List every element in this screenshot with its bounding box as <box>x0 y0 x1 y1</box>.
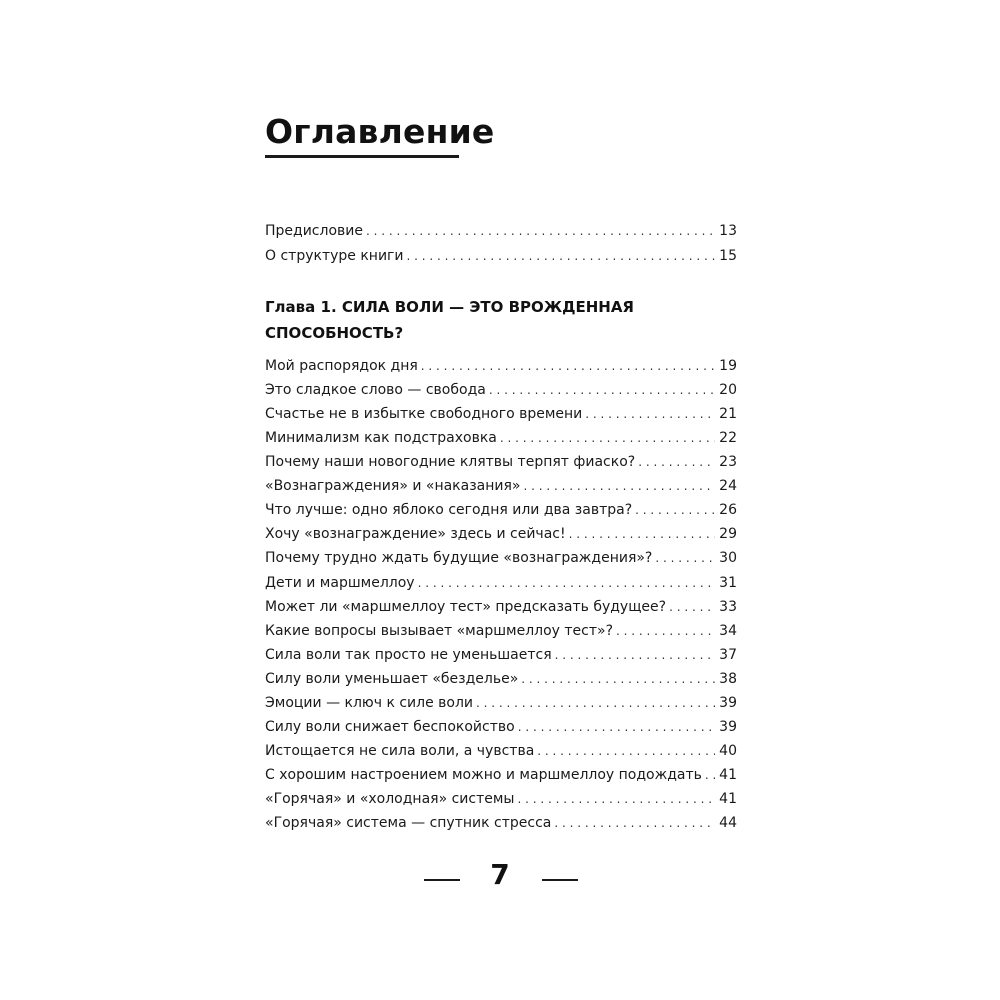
toc-entry-page: 31 <box>719 574 737 591</box>
toc-entry-title: С хорошим настроением можно и маршмеллоу подождать <box>265 766 702 783</box>
toc-entry-page: 29 <box>719 526 737 543</box>
dot-leader <box>523 474 715 498</box>
dot-leader <box>638 450 715 474</box>
toc-entry-page: 13 <box>719 223 737 239</box>
toc-entry[interactable] <box>265 691 737 715</box>
dot-leader <box>518 715 715 739</box>
dot-leader <box>585 402 715 426</box>
toc-entry-title: Силу воли снижает беспокойство <box>265 718 515 735</box>
toc-entry-page: 39 <box>719 718 737 735</box>
toc-entry-page: 20 <box>719 382 737 399</box>
toc-entry[interactable] <box>265 546 737 570</box>
dot-leader <box>366 219 715 243</box>
dot-leader <box>705 763 715 787</box>
toc-entry-page: 15 <box>719 248 737 264</box>
toc-entry-page: 24 <box>719 478 737 495</box>
toc-entry[interactable] <box>265 643 737 667</box>
toc-entry-structure[interactable] <box>265 244 737 268</box>
toc-entry[interactable] <box>265 378 737 402</box>
dot-leader <box>407 244 716 268</box>
toc-entry-title: «Горячая» и «холодная» системы <box>265 790 515 807</box>
toc-entry-title: Хочу «вознаграждение» здесь и сейчас! <box>265 526 566 543</box>
toc-entry-title: Силу воли уменьшает «безделье» <box>265 670 519 687</box>
toc-entry-page: 41 <box>719 766 737 783</box>
dot-leader <box>476 691 715 715</box>
toc-entry[interactable] <box>265 619 737 643</box>
toc-entry-page: 44 <box>719 815 737 831</box>
toc-entry[interactable] <box>265 667 737 691</box>
toc-entry-title: Эмоции — ключ к силе воли <box>265 694 474 711</box>
toc-entry-title: Почему наши новогодние клятвы терпят фиаско? <box>265 454 636 471</box>
toc-entry[interactable] <box>265 354 737 378</box>
dot-leader <box>521 667 715 691</box>
toc-entry-page: 26 <box>719 502 737 519</box>
toc-entry-page: 19 <box>719 358 737 374</box>
toc-entry-page: 37 <box>719 646 737 663</box>
toc-entry-page: 40 <box>719 742 737 759</box>
toc-entry-title: О структуре книги <box>265 248 404 264</box>
toc-entry-page: 33 <box>719 598 737 615</box>
dot-leader <box>569 522 716 546</box>
toc-entry[interactable] <box>265 787 737 811</box>
toc-entry[interactable] <box>265 811 737 835</box>
toc-entry[interactable] <box>265 595 737 619</box>
toc-entry-title: Сила воли так просто не уменьшается <box>265 646 552 663</box>
toc-entry[interactable] <box>265 474 737 498</box>
dot-leader <box>655 546 715 570</box>
page-number: 7 <box>490 858 510 891</box>
dot-leader <box>555 643 716 667</box>
toc-entry-title: Минимализм как подстраховка <box>265 430 497 447</box>
toc-entry-page: 22 <box>719 430 737 447</box>
toc-entry[interactable] <box>265 763 737 787</box>
toc-entry-title: Какие вопросы вызывает «маршмеллоу тест»? <box>265 622 614 639</box>
dot-leader <box>517 787 715 811</box>
dot-leader <box>489 378 715 402</box>
toc-entry-page: 38 <box>719 670 737 687</box>
dot-leader <box>616 619 715 643</box>
toc-heading: Оглавление <box>265 112 495 151</box>
toc-entry-title: Истощается не сила воли, а чувства <box>265 742 535 759</box>
toc-entry[interactable] <box>265 498 737 522</box>
toc-entry[interactable] <box>265 426 737 450</box>
heading-underline <box>265 155 459 158</box>
toc-entry[interactable] <box>265 402 737 426</box>
toc-entry[interactable] <box>265 571 737 595</box>
toc-entry-title: Дети и маршмеллоу <box>265 574 415 591</box>
toc-entry-title: Это сладкое слово — свобода <box>265 382 486 399</box>
toc-entry-title: Мой распорядок дня <box>265 358 418 374</box>
toc-entry-page: 23 <box>719 454 737 471</box>
dot-leader <box>669 595 715 619</box>
dot-leader <box>500 426 715 450</box>
toc-entry[interactable] <box>265 522 737 546</box>
toc-entry[interactable] <box>265 450 737 474</box>
chapter-heading[interactable]: Глава 1. СИЛА ВОЛИ — ЭТО ВРОЖДЕННАЯ СПОСОБНОСТЬ? <box>265 298 634 342</box>
toc-entry-title: Счастье не в избытке свободного времени <box>265 406 583 423</box>
toc-entry-title: Может ли «маршмеллоу тест» предсказать будущее? <box>265 598 667 615</box>
toc-entry-title: Что лучше: одно яблоко сегодня или два завтра? <box>265 502 633 519</box>
dot-leader <box>418 571 716 595</box>
toc-entry[interactable] <box>265 739 737 763</box>
toc-entry[interactable] <box>265 715 737 739</box>
toc-entry-page: 21 <box>719 406 737 423</box>
footer-rule-left <box>424 879 460 881</box>
toc-entry-title: Предисловие <box>265 223 363 239</box>
dot-leader <box>554 811 715 835</box>
toc-entry-page: 34 <box>719 622 737 639</box>
dot-leader <box>537 739 715 763</box>
footer-rule-right <box>542 879 578 881</box>
toc-entry-title: «Горячая» система — спутник стресса <box>265 815 552 831</box>
toc-entry-title: Почему трудно ждать будущие «вознаграждения»? <box>265 550 653 567</box>
toc-entry-page: 41 <box>719 790 737 807</box>
toc-entry-title: «Вознаграждения» и «наказания» <box>265 478 521 495</box>
toc-entry-page: 30 <box>719 550 737 567</box>
dot-leader <box>421 354 715 378</box>
dot-leader <box>635 498 715 522</box>
toc-entry-preface[interactable] <box>265 219 737 243</box>
toc-entry-page: 39 <box>719 694 737 711</box>
